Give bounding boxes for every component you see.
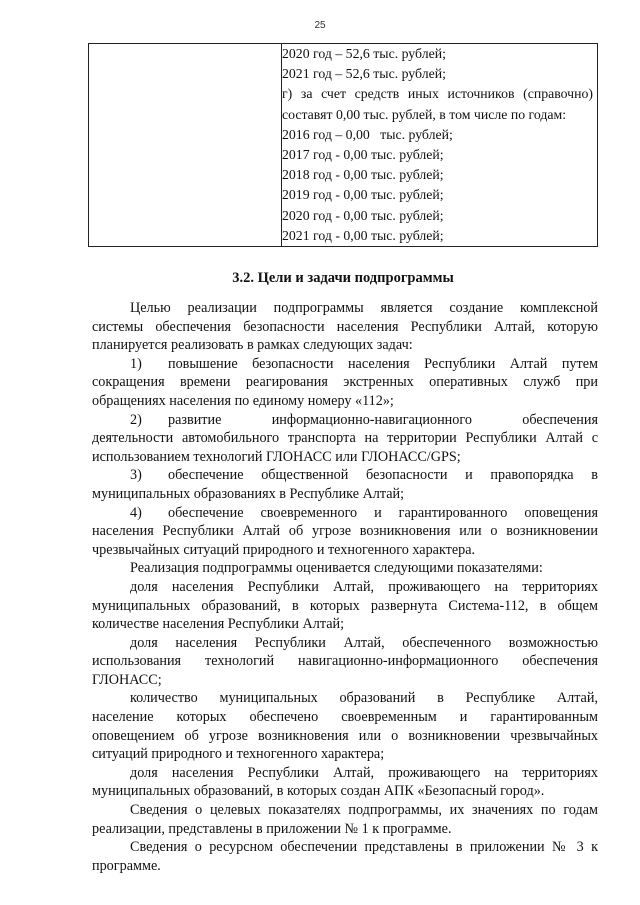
table-left-cell [89, 44, 282, 247]
table-right-cell [282, 44, 598, 247]
body-text-list [92, 355, 598, 876]
list-number: 3) [130, 467, 142, 484]
table-line: г) за счет средств иных источников (справочно) [282, 86, 593, 102]
paragraph-line: планируется реализовать в рамках следующих задач: [92, 337, 413, 354]
paragraph-line: повышение безопасности населения Республики Алтай путем [168, 355, 598, 372]
table-row [89, 44, 598, 247]
paragraph-line: доля населения Республики Алтай, проживающего на территориях [130, 578, 598, 595]
list-number: 2) [130, 411, 142, 428]
paragraph-line: доля населения Республики Алтай, обеспеченного возможностью [130, 634, 598, 651]
paragraph-line: Реализация подпрограммы оценивается следующими показателями: [130, 560, 543, 577]
paragraph-line: муниципальных образований, в которых создан АПК «Безопасный город». [92, 783, 545, 800]
table-line: 2017 год - 0,00 тыс. рублей; [282, 147, 444, 163]
paragraph-line: население которых обеспечено своевременным и гарантированным [92, 709, 598, 726]
list-number: 1) [130, 355, 142, 372]
paragraph-line: доля населения Республики Алтай, проживающего на территориях [130, 764, 598, 781]
paragraph-line: обеспечение общественной безопасности и правопорядка в [168, 467, 598, 484]
list-item [92, 355, 598, 374]
paragraph-line: населения Республики Алтай об угрозе возникновения или о возникновении [92, 523, 598, 540]
paragraph-line: муниципальных образованиях в Республике Алтай; [92, 485, 405, 502]
paragraph-line: реализации, представлены в приложении № 1 к программе. [92, 820, 452, 837]
section-heading: 3.2. Цели и задачи подпрограммы [232, 270, 454, 286]
list-item [92, 411, 598, 430]
paragraph-line: программе. [92, 857, 161, 874]
paragraph-line: муниципальных образований, в которых развернута Система-112, в общем [92, 597, 598, 614]
paragraph-line: Целью реализации подпрограммы является создание комплексной [130, 300, 598, 316]
table-line: 2020 год - 0,00 тыс. рублей; [282, 207, 444, 223]
funding-table [88, 43, 598, 247]
paragraph-line: количество муниципальных образований в Республике Алтай, [130, 690, 598, 707]
paragraph-line: развитие информационно-навигационного обеспечения [168, 411, 598, 428]
paragraph-line: чрезвычайных ситуаций природного и техногенного характера. [92, 541, 476, 558]
table-line: 2020 год – 52,6 тыс. рублей; [282, 46, 446, 61]
paragraph-line: оповещением об угрозе возникновения или о возникновении чрезвычайных [92, 727, 598, 744]
paragraph-line: использования технологий навигационно-информационного обеспечения [92, 653, 598, 670]
paragraph-line: системы обеспечения безопасности населения Республики Алтай, которую [92, 318, 598, 335]
paragraph-line: обеспечение своевременного и гарантированного оповещения [168, 504, 598, 521]
paragraph-line: сокращения времени реагирования экстренных оперативных служб при [92, 374, 598, 391]
paragraph-line: использованием технологий ГЛОНАСС или ГЛОНАСС/GPS; [92, 448, 461, 465]
paragraph-line: обращениях населения по единому номеру «112»; [92, 392, 394, 409]
table-line: 2021 год - 0,00 тыс. рублей; [282, 227, 444, 243]
list-item [92, 466, 598, 485]
page-number: 25 [314, 20, 326, 31]
paragraph-line: количестве населения Республики Алтай; [92, 616, 345, 633]
list-number: 4) [130, 504, 142, 521]
table-line: 2019 год - 0,00 тыс. рублей; [282, 187, 444, 203]
table-line: 2021 год – 52,6 тыс. рублей; [282, 66, 446, 82]
paragraph-line: Сведения о целевых показателях подпрограммы, их значениях по годам [130, 802, 598, 819]
paragraph-line: ситуаций природного и техногенного характера; [92, 746, 385, 763]
paragraph-line: ГЛОНАСС; [92, 671, 162, 688]
table-line: 2016 год – 0,00 тыс. рублей; [282, 126, 453, 142]
table-line: составят 0,00 тыс. рублей, в том числе по годам: [282, 106, 567, 122]
list-item [92, 504, 598, 523]
table-line: 2018 год - 0,00 тыс. рублей; [282, 167, 444, 183]
paragraph-line: деятельности автомобильного транспорта на территории Республики Алтай с [92, 430, 598, 447]
paragraph-line: Сведения о ресурсном обеспечении представлены в приложении № 3 к [130, 839, 598, 856]
